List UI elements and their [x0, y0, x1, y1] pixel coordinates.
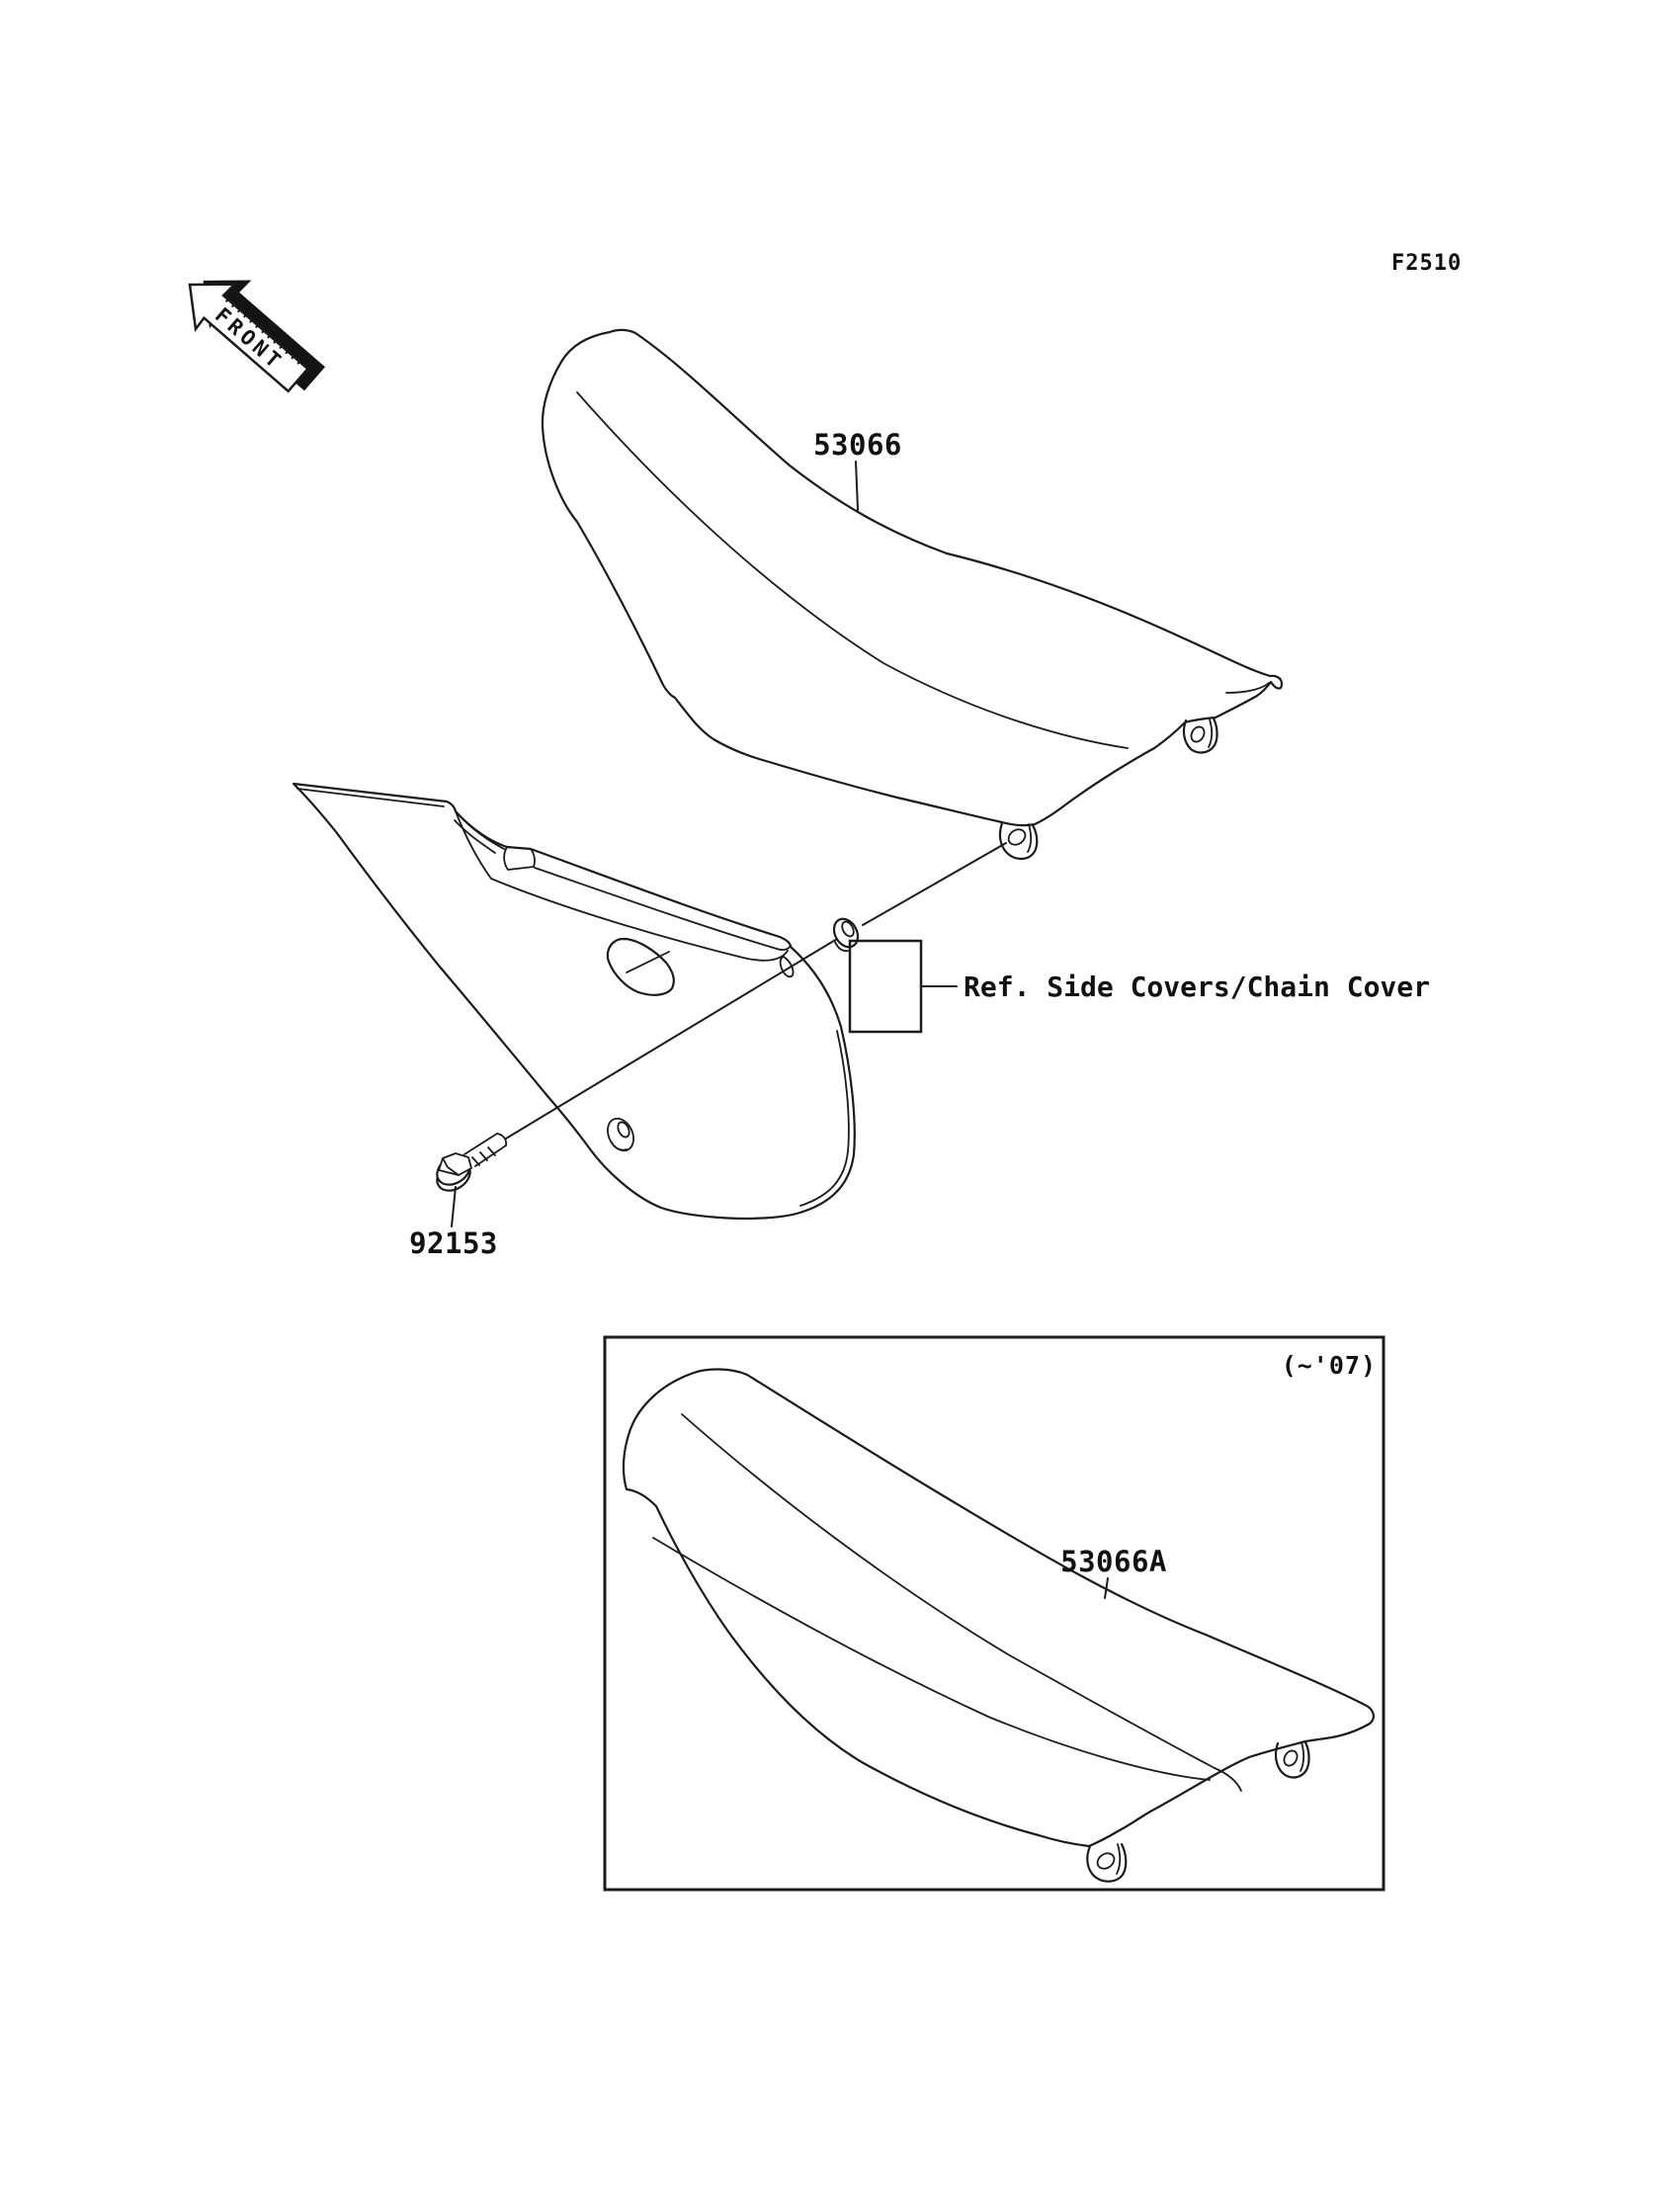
- front-arrow-icon: [170, 253, 334, 408]
- side-cover-cap: [504, 847, 535, 870]
- seat-alt-seam-end: [1215, 1768, 1241, 1791]
- seat-alt-front-tab-hole: [1095, 1850, 1118, 1872]
- ref-callout-box: [850, 941, 921, 1032]
- seat-front-tab-edge: [1028, 824, 1031, 852]
- side-cover-hole-inner: [616, 1121, 631, 1140]
- seat-front-tab-hole: [1006, 826, 1029, 848]
- leader-tab-to-grommet: [863, 843, 1006, 925]
- seat-rear-tab-hole: [1189, 724, 1207, 744]
- seat-alt-outline: [624, 1369, 1374, 1846]
- leader-grommet-to-bolt: [506, 939, 837, 1139]
- front-arrow-label: FRONT: [210, 302, 289, 376]
- side-cover-edge-fold: [800, 1031, 849, 1206]
- seat-alt-rear-tab-edge: [1301, 1742, 1303, 1771]
- seat-alt-part-label: 53066A: [1060, 1545, 1167, 1578]
- bolt-shaft: [464, 1134, 506, 1166]
- grommet-inner: [840, 920, 856, 939]
- bolt-leader-line: [452, 1187, 456, 1226]
- seat-alt-ridge-line: [682, 1414, 1215, 1768]
- seat-53066a-drawing: [624, 1369, 1374, 1881]
- side-cover-slot: [608, 939, 674, 995]
- model-range-label: (~'07): [1281, 1351, 1377, 1380]
- seat-alt-rear-tab-hole: [1282, 1748, 1300, 1768]
- bolt-shaft-end: [497, 1134, 506, 1145]
- seat-rear-tab-edge: [1209, 719, 1212, 747]
- grommet-outer: [829, 915, 863, 952]
- bolt-drawing: [432, 1134, 506, 1197]
- seat-leader-line: [856, 462, 858, 510]
- variant-box: [605, 1337, 1384, 1890]
- figure-code: F2510: [1391, 251, 1463, 276]
- bolt-part-label: 92153: [409, 1226, 498, 1260]
- seat-part-label: 53066: [813, 428, 902, 462]
- ref-label: Ref. Side Covers/Chain Cover: [964, 971, 1431, 1003]
- side-cover-outline: [294, 784, 855, 1219]
- bolt-threads: [472, 1147, 495, 1165]
- seat-53066-drawing: [543, 330, 1282, 859]
- grommet-drawing: [829, 915, 863, 952]
- side-cover-hole-lip: [612, 1142, 627, 1150]
- seat-outline: [543, 330, 1282, 825]
- seat-alt-front-tab-edge: [1117, 1844, 1120, 1874]
- side-cover-slot-line: [627, 952, 669, 972]
- side-cover-drawing: [294, 784, 855, 1219]
